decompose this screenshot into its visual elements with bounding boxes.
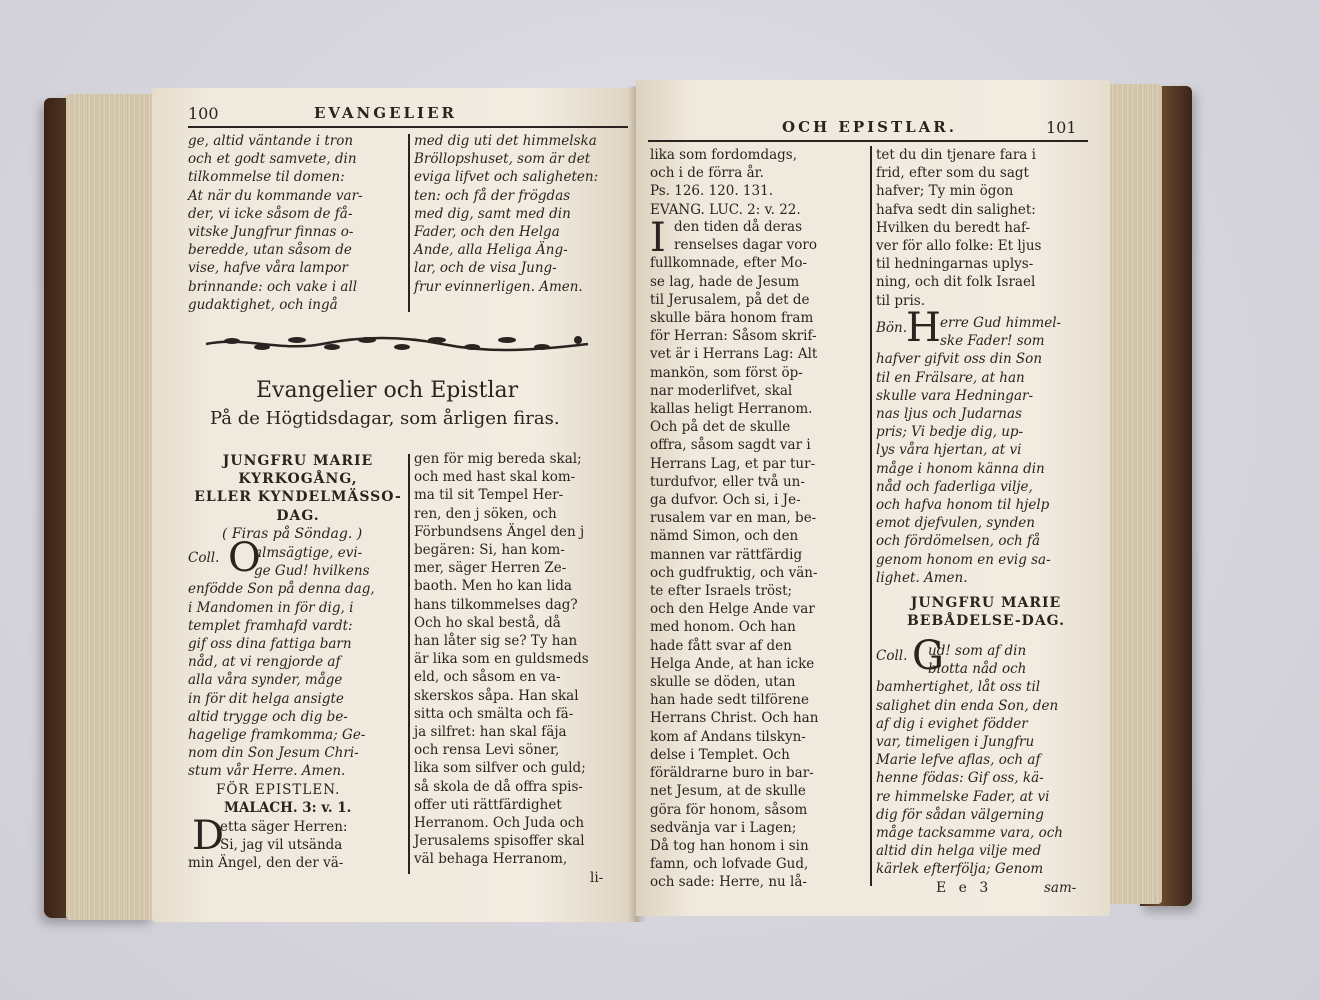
text-line: och sade: Herre, nu lå- xyxy=(650,874,807,891)
text-line: til hedningarnas uplys- xyxy=(876,256,1034,273)
text-line: ge, altid väntande i tron xyxy=(188,133,354,149)
prayer-text xyxy=(876,314,1061,587)
text-line: sitta och smälta och fä- xyxy=(414,705,574,722)
text-line: föräldrarne buro in bar- xyxy=(650,765,814,782)
text-line: frid, efter som du sagt xyxy=(876,165,1029,182)
text-line: eld, och såsom en va- xyxy=(414,669,561,686)
text-line: templet framhafd vardt: xyxy=(188,617,353,634)
text-line: ga dufvor. Och si, i Je- xyxy=(650,492,801,509)
text-line: ge Gud! hvilkens xyxy=(254,563,370,580)
text-line: och med hast skal kom- xyxy=(414,469,576,486)
text-line: Och på det de skulle xyxy=(650,419,791,436)
text-line: nom din Son Jesum Chri- xyxy=(188,745,359,762)
collect-label: Coll. xyxy=(876,648,908,664)
collect-text xyxy=(188,544,375,781)
text-line: salighet din enda Son, den xyxy=(876,697,1059,714)
text-column xyxy=(188,132,363,314)
text-line: och den Helge Ande var xyxy=(650,601,815,618)
text-line: delse i Templet. Och xyxy=(650,746,790,763)
text-line: lika som fordomdags, xyxy=(650,147,798,163)
text-line: Si, jag vil utsända xyxy=(220,837,343,854)
text-line: vitske Jungfrur finnas o- xyxy=(188,224,354,241)
text-line: altid trygge och dig be- xyxy=(188,708,348,725)
catchword: sam- xyxy=(1044,880,1077,896)
text-line: var, timeligen i Jungfru xyxy=(876,734,1035,751)
header-rule xyxy=(648,140,1088,142)
text-line: ten: och få der frögdas xyxy=(414,187,571,204)
text-line: Helga Ande, at han icke xyxy=(650,655,815,672)
text-line: offra, såsom sagdt var i xyxy=(650,437,811,454)
text-line: Bröllopshuset, som är det xyxy=(414,151,591,168)
feast-heading xyxy=(192,452,404,525)
page-number: 101 xyxy=(1046,118,1077,137)
text-line: kärlek efterfölja; Genom xyxy=(876,861,1044,878)
page-number: 100 xyxy=(188,104,219,123)
text-line: in för dit helga ansigte xyxy=(188,690,344,707)
text-line: och hafva honom til hjelp xyxy=(876,497,1050,514)
text-line: Ps. 126. 120. 131. xyxy=(650,183,773,200)
text-line: hagelige framkomma; Ge- xyxy=(188,727,366,744)
epistle-reference: MALACH. 3: v. 1. xyxy=(224,800,352,816)
text-line: nar moderlifvet, skal xyxy=(650,382,793,399)
collect-label: Coll. xyxy=(188,550,220,566)
text-line: den tiden då deras xyxy=(674,219,803,235)
text-line: vise, hafve våra lampor xyxy=(188,260,348,277)
text-line: med dig, samt med din xyxy=(414,205,571,222)
text-line: skulle vara Hedningar- xyxy=(876,387,1034,404)
text-line: med honom. Och han xyxy=(650,619,796,636)
text-column xyxy=(876,146,1041,310)
section-subtitle: På de Högtidsdagar, som årligen firas. xyxy=(210,408,560,429)
page-edges-right xyxy=(1106,84,1162,904)
text-line: gudaktighet, och ingå xyxy=(188,296,338,313)
text-line: så skola de då offra spis- xyxy=(414,778,583,795)
text-line: DAG. xyxy=(276,507,320,524)
text-line: väl behaga Herranom, xyxy=(414,851,568,868)
text-line: Herranom. Och Juda och xyxy=(414,815,585,832)
text-line: lar, och de visa Jung- xyxy=(414,260,557,277)
text-line: ning, och dit folk Israel xyxy=(876,274,1036,291)
text-line: hafver; Ty min ögon xyxy=(876,183,1014,200)
text-line: nämd Simon, och den xyxy=(650,528,799,545)
text-line: lighet. Amen. xyxy=(876,569,968,586)
text-line: emot djefvulen, synden xyxy=(876,515,1035,532)
text-line: almsägtige, evi- xyxy=(254,545,363,561)
text-line: JUNGFRU MARIE xyxy=(910,595,1062,611)
text-line: Då tog han honom i sin xyxy=(650,837,809,854)
text-line: Herrans Lag, et par tur- xyxy=(650,455,816,472)
text-line: för Herran: Såsom skrif- xyxy=(650,328,817,345)
text-line: hafva sedt din salighet: xyxy=(876,201,1036,218)
text-line: ELLER KYNDELMÄSSO- xyxy=(194,489,402,506)
text-line: eviga lifvet och saligheten: xyxy=(414,169,599,186)
text-line: han låter sig se? Ty han xyxy=(414,633,578,650)
text-line: henne födas: Gif oss, kä- xyxy=(876,770,1044,787)
text-line: med dig uti det himmelska xyxy=(414,133,597,149)
text-column xyxy=(650,146,801,219)
text-line: skerskos såpa. Han skal xyxy=(414,687,579,704)
text-line: Marie lefve aflas, och af xyxy=(876,752,1041,769)
text-line: offer uti rättfärdighet xyxy=(414,796,562,813)
header-rule xyxy=(188,126,628,128)
section-title: Evangelier och Epistlar xyxy=(256,378,519,403)
text-line: i Mandomen in för dig, i xyxy=(188,599,354,616)
text-line: Ande, alla Heliga Äng- xyxy=(414,242,568,259)
text-line: och gudfruktig, och vän- xyxy=(650,564,818,581)
text-line: til pris. xyxy=(876,292,925,309)
text-line: Förbundsens Ängel den j xyxy=(414,523,585,540)
text-line: lika som silfver och guld; xyxy=(414,760,586,777)
signature-mark: E e 3 xyxy=(936,880,993,896)
text-line: bamhertighet, låt oss til xyxy=(876,679,1041,696)
text-line: ud! som af din xyxy=(928,643,1027,659)
text-line: stum vår Herre. Amen. xyxy=(188,763,346,780)
text-line: tilkommelse til domen: xyxy=(188,169,345,186)
prayer-label: Bön. xyxy=(876,320,908,336)
text-line: EVANG. LUC. 2: v. 22. xyxy=(650,201,801,218)
column-rule xyxy=(408,454,410,874)
text-line: måge i honom känna din xyxy=(876,460,1045,477)
collect-text xyxy=(876,642,1063,879)
text-line: ske Fader! som xyxy=(940,333,1045,350)
text-line: JUNGFRU MARIE xyxy=(222,453,374,469)
text-line: net Jesum, at de skulle xyxy=(650,783,806,800)
text-line: sedvänja var i Lagen; xyxy=(650,819,797,836)
text-line: etta säger Herren: xyxy=(220,819,348,835)
column-rule xyxy=(870,146,872,886)
running-head: OCH EPISTLAR. xyxy=(782,118,957,136)
text-line: dig för sådan välgerning xyxy=(876,806,1044,823)
text-line: hafver gifvit oss din Son xyxy=(876,351,1043,368)
text-line: mankön, som först öp- xyxy=(650,364,803,381)
text-line: se lag, hade de Jesum xyxy=(650,273,800,290)
text-line: altid din helga vilje med xyxy=(876,843,1042,860)
text-line: alla våra synder, måge xyxy=(188,672,343,689)
text-line: gif oss dina fattiga barn xyxy=(188,636,352,653)
text-line: och rensa Levi söner, xyxy=(414,742,560,759)
text-line: tet du din tjenare fara i xyxy=(876,147,1036,163)
text-line: ren, den j söken, och xyxy=(414,505,557,522)
text-line: hans tilkommelses dag? xyxy=(414,596,578,613)
drop-cap: O xyxy=(228,535,261,581)
text-line: baoth. Men ho kan lida xyxy=(414,578,572,595)
text-line: gen för mig bereda skal; xyxy=(414,451,582,467)
text-line: rusalem var en man, be- xyxy=(650,510,817,527)
text-line: skulle se döden, utan xyxy=(650,674,796,691)
text-line: Hvilken du beredt haf- xyxy=(876,219,1031,236)
text-line: frur evinnerligen. Amen. xyxy=(414,278,583,295)
text-line: pris; Vi bedje dig, up- xyxy=(876,424,1024,441)
text-line: BEBÅDELSE-DAG. xyxy=(906,613,1066,630)
drop-cap: G xyxy=(912,633,944,679)
text-line: hade fått svar af den xyxy=(650,637,792,654)
text-line: lys våra hjertan, at vi xyxy=(876,442,1022,459)
text-line: re himmelske Fader, at vi xyxy=(876,788,1050,805)
text-line: enfödde Son på denna dag, xyxy=(188,581,375,598)
text-line: mer, säger Herren Ze- xyxy=(414,560,567,577)
epistle-heading: FÖR EPISTLEN. xyxy=(216,782,341,798)
text-line: min Ängel, den der vä- xyxy=(188,855,344,872)
text-line: renselses dagar voro xyxy=(674,237,817,254)
text-line: ver för allo folke: Et ljus xyxy=(876,238,1042,255)
text-line: och i de förra år. xyxy=(650,165,764,182)
text-line: begären: Si, han kom- xyxy=(414,542,565,559)
text-line: brinnande: och vake i all xyxy=(188,278,358,295)
feast-note: ( Firas på Söndag. ) xyxy=(222,526,363,542)
text-column xyxy=(414,132,598,296)
drop-cap: I xyxy=(650,215,666,261)
text-line: Jerusalems spisoffer skal xyxy=(414,833,585,850)
text-line: famn, och lofvade Gud, xyxy=(650,856,809,873)
text-line: fullkomnade, efter Mo- xyxy=(650,255,808,272)
page-edges-left xyxy=(66,94,158,920)
text-line: han hade sedt tilförene xyxy=(650,692,809,709)
text-line: och et godt samvete, din xyxy=(188,151,357,168)
text-line: Och ho skal bestå, då xyxy=(414,614,561,631)
text-line: göra för honom, såsom xyxy=(650,801,808,818)
text-line: nåd, at vi rengjorde af xyxy=(188,654,341,671)
text-line: måge tacksamme vara, och xyxy=(876,825,1063,842)
text-line: til en Frälsare, at han xyxy=(876,369,1025,386)
left-page xyxy=(152,88,638,922)
text-line: KYRKOGÅNG, xyxy=(238,471,358,488)
text-line: och fördömelsen, och få xyxy=(876,533,1041,550)
text-line: skulle bära honom fram xyxy=(650,310,814,327)
text-line: Fader, och den Helga xyxy=(414,224,560,241)
text-line: vet är i Herrans Lag: Alt xyxy=(650,346,818,363)
running-head: EVANGELIER xyxy=(314,104,457,122)
decorative-vine-ornament xyxy=(202,332,592,356)
text-line: är lika som en guldsmeds xyxy=(414,651,589,668)
text-line: beredde, utan såsom de xyxy=(188,242,352,259)
text-column xyxy=(414,450,603,887)
text-line: til Jerusalem, på det de xyxy=(650,291,810,308)
text-line: li- xyxy=(590,869,604,886)
text-line: nåd och faderliga vilje, xyxy=(876,478,1033,495)
text-line: af dig i evighet födder xyxy=(876,715,1028,732)
text-line: blotta nåd och xyxy=(928,661,1027,678)
column-rule xyxy=(408,134,410,312)
right-page xyxy=(636,80,1110,916)
text-line: turdufvor, eller två un- xyxy=(650,473,805,490)
text-line: ma til sit Tempel Her- xyxy=(414,487,564,504)
gospel-text xyxy=(650,215,819,892)
text-line: kallas heligt Herranom. xyxy=(650,401,813,418)
text-line: te efter Israels tröst; xyxy=(650,583,793,600)
text-line: mannen var rättfärdig xyxy=(650,546,803,563)
text-line: genom honom en evig sa- xyxy=(876,551,1051,568)
text-line: At när du kommande var- xyxy=(188,187,363,204)
text-line: nas ljus och Judarnas xyxy=(876,406,1022,423)
drop-cap: D xyxy=(192,813,225,859)
text-line: Herrans Christ. Och han xyxy=(650,710,819,727)
text-line: ja silfret: han skal fäja xyxy=(414,724,567,741)
text-line: erre Gud himmel- xyxy=(940,315,1062,331)
drop-cap: H xyxy=(906,305,941,351)
text-line: der, vi icke såsom de få- xyxy=(188,205,353,222)
epistle-text xyxy=(188,813,348,873)
text-line: kom af Andans tilskyn- xyxy=(650,728,806,745)
feast-heading xyxy=(876,594,1096,630)
